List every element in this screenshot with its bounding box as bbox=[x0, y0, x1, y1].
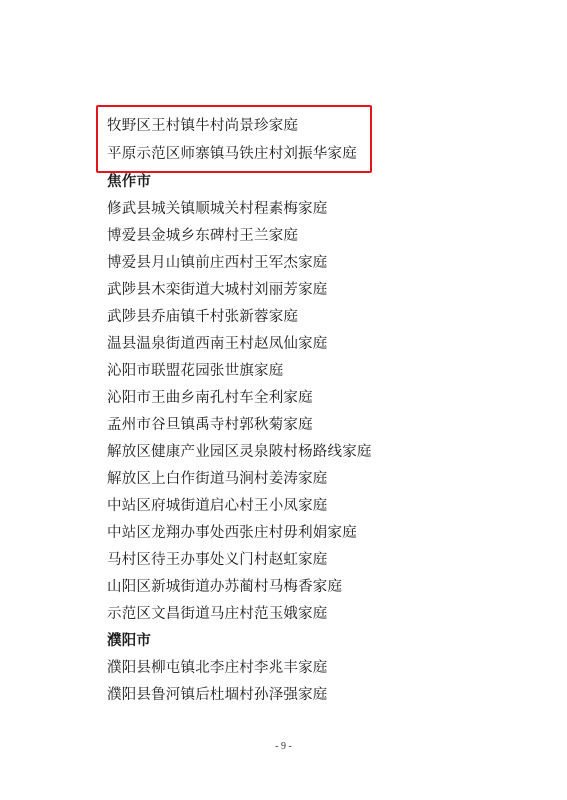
list-item: 沁阳市王曲乡南孔村车全利家庭 bbox=[107, 390, 313, 406]
list-item: 武陟县乔庙镇千村张新蓉家庭 bbox=[107, 309, 299, 325]
list-item: 濮阳县鲁河镇后杜堌村孙泽强家庭 bbox=[107, 687, 328, 703]
page-number: - 9 - bbox=[275, 741, 292, 752]
list-item: 武陟县木栾街道大城村刘丽芳家庭 bbox=[107, 282, 328, 298]
list-item: 山阳区新城街道办苏蔺村马梅香家庭 bbox=[107, 579, 343, 595]
list-item: 博爱县金城乡东碑村王兰家庭 bbox=[107, 228, 299, 244]
list-item: 示范区文昌街道马庄村范玉娥家庭 bbox=[107, 606, 328, 622]
list-item: 沁阳市联盟花园张世旗家庭 bbox=[107, 363, 284, 379]
list-item: 博爱县月山镇前庄西村王军杰家庭 bbox=[107, 255, 328, 271]
list-item: 孟州市谷旦镇禹寺村郭秋菊家庭 bbox=[107, 417, 313, 433]
list-item: 解放区上白作街道马涧村姜涛家庭 bbox=[107, 471, 328, 487]
highlighted-entry: 平原示范区师寨镇马铁庄村刘振华家庭 bbox=[107, 146, 357, 162]
list-item: 中站区府城街道启心村王小凤家庭 bbox=[107, 498, 328, 514]
list-item: 中站区龙翔办事处西张庄村毋利娟家庭 bbox=[107, 525, 357, 541]
section-heading-puyang: 濮阳市 bbox=[107, 633, 152, 649]
list-item: 解放区健康产业园区灵泉陂村杨路线家庭 bbox=[107, 444, 372, 460]
list-item: 濮阳县柳屯镇北李庄村李兆丰家庭 bbox=[107, 660, 328, 676]
list-item: 修武县城关镇顺城关村程素梅家庭 bbox=[107, 201, 328, 217]
list-item: 温县温泉街道西南王村赵凤仙家庭 bbox=[107, 336, 328, 352]
list-item: 马村区待王办事处义门村赵虹家庭 bbox=[107, 552, 328, 568]
highlighted-entry: 牧野区王村镇牛村尚景珍家庭 bbox=[107, 118, 299, 134]
section-heading-jiaozuo: 焦作市 bbox=[107, 174, 152, 190]
